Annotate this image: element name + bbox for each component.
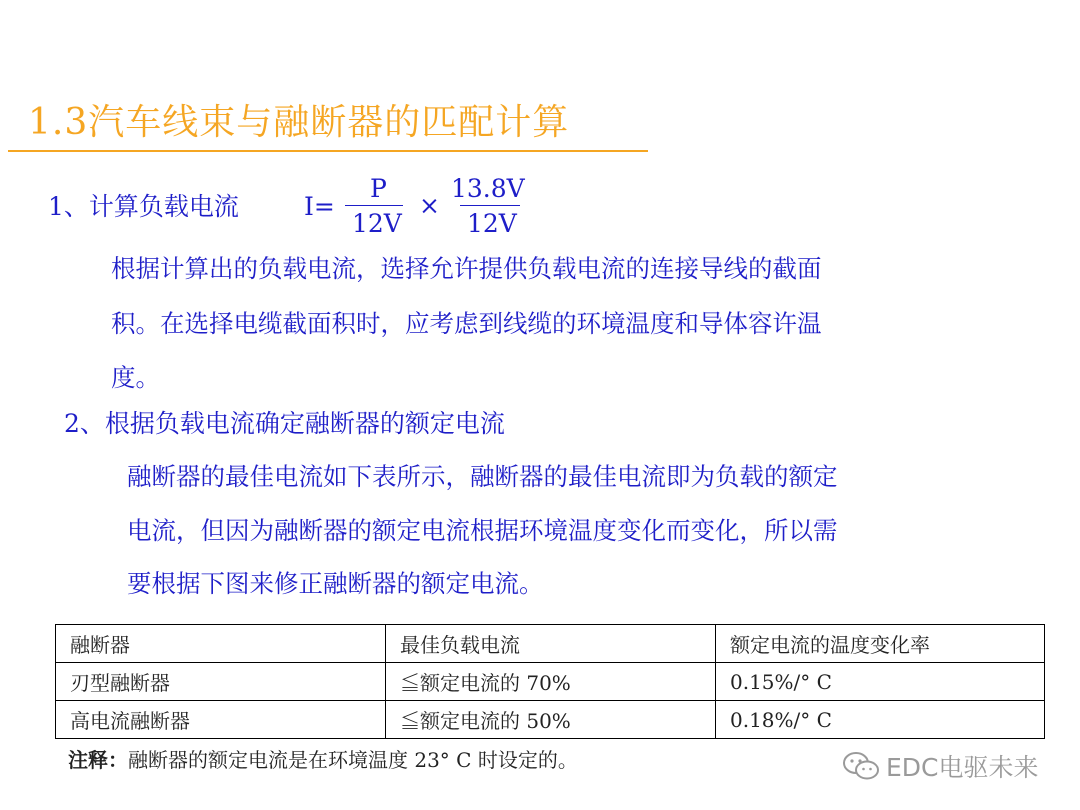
table-header-cell: 最佳负载电流 — [386, 625, 716, 663]
fuse-rating-table — [55, 624, 1045, 739]
table-header-cell: 额定电流的温度变化率 — [716, 625, 1045, 663]
section2-paragraph-line: 要根据下图来修正融断器的额定电流。 — [127, 569, 544, 598]
footnote-label: 注释： — [68, 748, 128, 772]
table-header-cell: 融断器 — [56, 625, 386, 663]
title-underline — [8, 150, 648, 152]
table-cell: 高电流融断器 — [56, 701, 386, 739]
formula-times-sign: × — [419, 191, 440, 220]
section1-paragraph-line: 积。在选择电缆截面积时，应考虑到线缆的环境温度和导体容许温 — [111, 309, 822, 338]
table-row — [56, 663, 1045, 701]
footnote-text: 融断器的额定电流是在环境温度 23° C 时设定的。 — [128, 748, 578, 772]
table-cell: 刃型融断器 — [56, 663, 386, 701]
formula-lhs: I= — [304, 192, 335, 221]
section1-paragraph-line: 根据计算出的负载电流，选择允许提供负载电流的连接导线的截面 — [111, 254, 822, 283]
wechat-icon — [842, 751, 880, 781]
table-cell: ≦额定电流的 70% — [386, 663, 716, 701]
formula-frac2-numerator: 13.8V — [451, 174, 525, 203]
section2-paragraph-line: 电流，但因为融断器的额定电流根据环境温度变化而变化，所以需 — [127, 516, 838, 545]
table-header-row — [56, 625, 1045, 663]
section1-heading: 1、计算负载电流 — [48, 192, 239, 221]
formula-frac1-denominator: 12V — [352, 209, 402, 238]
page-title: 1.3汽车线束与融断器的匹配计算 — [28, 102, 570, 143]
table-row — [56, 701, 1045, 739]
watermark — [842, 748, 1039, 784]
table-cell: 0.18%/° C — [716, 701, 1045, 739]
table-footnote — [68, 744, 578, 773]
formula-frac2-denominator: 12V — [467, 209, 517, 238]
section2-paragraph-line: 融断器的最佳电流如下表所示，融断器的最佳电流即为负载的额定 — [127, 462, 838, 491]
formula-frac1-bar — [345, 205, 403, 206]
formula-frac2-bar — [460, 205, 520, 206]
table-cell: 0.15%/° C — [716, 663, 1045, 701]
section1-paragraph-line: 度。 — [111, 363, 160, 392]
table-cell: ≦额定电流的 50% — [386, 701, 716, 739]
watermark-text: EDC电驱未来 — [886, 753, 1039, 782]
section2-heading: 2、根据负载电流确定融断器的额定电流 — [64, 409, 505, 438]
formula-frac1-numerator: P — [370, 174, 387, 203]
